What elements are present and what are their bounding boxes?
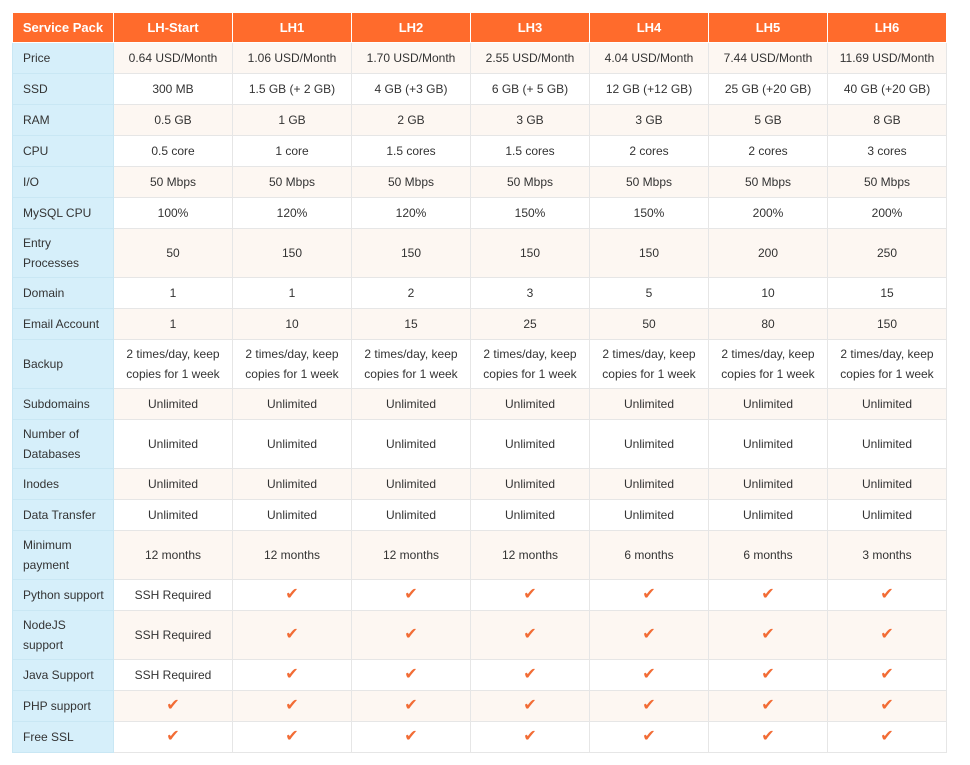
table-cell: 12 months xyxy=(352,531,471,580)
feature-check-cell xyxy=(352,611,471,660)
feature-check-cell xyxy=(590,660,709,691)
row-label: Inodes xyxy=(13,469,114,500)
checkmark-icon: ✔ xyxy=(404,586,418,603)
table-cell: 2 times/day, keep copies for 1 week xyxy=(233,340,352,389)
table-row xyxy=(13,229,947,278)
row-label: CPU xyxy=(13,136,114,167)
feature-check-cell xyxy=(828,691,947,722)
table-row xyxy=(13,691,947,722)
checkmark-icon: ✔ xyxy=(642,626,656,643)
table-cell: Unlimited xyxy=(828,420,947,469)
table-cell: 50 Mbps xyxy=(828,167,947,198)
table-row xyxy=(13,74,947,105)
table-cell: Unlimited xyxy=(233,389,352,420)
table-cell: 2 times/day, keep copies for 1 week xyxy=(828,340,947,389)
table-cell: 100% xyxy=(114,198,233,229)
table-cell: 200% xyxy=(828,198,947,229)
checkmark-icon: ✔ xyxy=(523,697,537,714)
table-cell: Unlimited xyxy=(352,469,471,500)
table-cell: Unlimited xyxy=(709,469,828,500)
table-cell: 15 xyxy=(828,278,947,309)
feature-check-cell xyxy=(828,580,947,611)
table-cell: 3 GB xyxy=(471,105,590,136)
checkmark-icon: ✔ xyxy=(761,728,775,745)
table-cell: Unlimited xyxy=(590,389,709,420)
checkmark-icon: ✔ xyxy=(880,626,894,643)
table-cell: Unlimited xyxy=(114,389,233,420)
pricing-table xyxy=(12,12,947,753)
table-cell: 150 xyxy=(471,229,590,278)
table-cell: Unlimited xyxy=(471,500,590,531)
table-cell: Unlimited xyxy=(709,389,828,420)
checkmark-icon: ✔ xyxy=(642,666,656,683)
table-cell: 15 xyxy=(352,309,471,340)
table-cell: 0.64 USD/Month xyxy=(114,43,233,74)
checkmark-icon: ✔ xyxy=(642,586,656,603)
row-label: I/O xyxy=(13,167,114,198)
feature-check-cell xyxy=(114,691,233,722)
table-cell: 150% xyxy=(590,198,709,229)
table-cell: 0.5 GB xyxy=(114,105,233,136)
table-cell: Unlimited xyxy=(590,500,709,531)
checkmark-icon: ✔ xyxy=(523,586,537,603)
row-label: Price xyxy=(13,43,114,74)
feature-check-cell xyxy=(471,580,590,611)
table-cell: 2 GB xyxy=(352,105,471,136)
row-label: Java Support xyxy=(13,660,114,691)
table-cell: 2 xyxy=(352,278,471,309)
checkmark-icon: ✔ xyxy=(880,666,894,683)
table-cell: 1.70 USD/Month xyxy=(352,43,471,74)
feature-check-cell xyxy=(828,611,947,660)
plan-header: LH2 xyxy=(352,13,471,43)
table-cell: 3 xyxy=(471,278,590,309)
table-cell: Unlimited xyxy=(352,500,471,531)
checkmark-icon: ✔ xyxy=(761,697,775,714)
row-label: Backup xyxy=(13,340,114,389)
checkmark-icon: ✔ xyxy=(523,626,537,643)
plan-header: LH1 xyxy=(233,13,352,43)
table-cell: 200% xyxy=(709,198,828,229)
feature-check-cell xyxy=(709,660,828,691)
table-cell: 1.5 GB (+ 2 GB) xyxy=(233,74,352,105)
table-cell: 3 months xyxy=(828,531,947,580)
table-cell: 1 GB xyxy=(233,105,352,136)
row-label: NodeJS support xyxy=(13,611,114,660)
table-cell: Unlimited xyxy=(828,389,947,420)
row-label: RAM xyxy=(13,105,114,136)
table-cell: 150 xyxy=(590,229,709,278)
table-cell: 1 core xyxy=(233,136,352,167)
plan-header: LH-Start xyxy=(114,13,233,43)
table-cell: 1.06 USD/Month xyxy=(233,43,352,74)
checkmark-icon: ✔ xyxy=(285,728,299,745)
table-cell: 120% xyxy=(352,198,471,229)
plan-header: LH4 xyxy=(590,13,709,43)
table-cell: 300 MB xyxy=(114,74,233,105)
row-label: Data Transfer xyxy=(13,500,114,531)
table-cell: Unlimited xyxy=(828,469,947,500)
header-corner: Service Pack xyxy=(13,13,114,43)
table-cell: 2 times/day, keep copies for 1 week xyxy=(114,340,233,389)
table-cell: 6 months xyxy=(709,531,828,580)
table-row xyxy=(13,580,947,611)
table-cell: 1.5 cores xyxy=(352,136,471,167)
table-cell: Unlimited xyxy=(233,500,352,531)
table-cell: 2 times/day, keep copies for 1 week xyxy=(471,340,590,389)
table-cell: Unlimited xyxy=(352,420,471,469)
feature-check-cell xyxy=(471,660,590,691)
table-header-row xyxy=(13,13,947,43)
table-cell: 1 xyxy=(114,278,233,309)
table-cell: 250 xyxy=(828,229,947,278)
table-cell: 12 months xyxy=(114,531,233,580)
row-label: Minimum payment xyxy=(13,531,114,580)
row-label: Python support xyxy=(13,580,114,611)
table-cell: 12 months xyxy=(471,531,590,580)
checkmark-icon: ✔ xyxy=(166,728,180,745)
feature-check-cell xyxy=(709,722,828,753)
feature-check-cell xyxy=(471,691,590,722)
table-cell: 50 Mbps xyxy=(233,167,352,198)
checkmark-icon: ✔ xyxy=(285,666,299,683)
feature-check-cell xyxy=(590,611,709,660)
row-label: Entry Processes xyxy=(13,229,114,278)
table-cell: 150 xyxy=(233,229,352,278)
row-label: PHP support xyxy=(13,691,114,722)
table-cell: Unlimited xyxy=(709,420,828,469)
table-cell: 50 xyxy=(114,229,233,278)
table-cell: Unlimited xyxy=(114,500,233,531)
table-row xyxy=(13,660,947,691)
table-cell: 40 GB (+20 GB) xyxy=(828,74,947,105)
table-cell: 50 Mbps xyxy=(709,167,828,198)
table-row xyxy=(13,611,947,660)
row-label: Domain xyxy=(13,278,114,309)
plan-header: LH5 xyxy=(709,13,828,43)
feature-check-cell xyxy=(828,660,947,691)
table-cell: Unlimited xyxy=(471,420,590,469)
feature-check-cell xyxy=(709,611,828,660)
feature-check-cell xyxy=(352,691,471,722)
row-label: Number of Databases xyxy=(13,420,114,469)
table-cell: 2.55 USD/Month xyxy=(471,43,590,74)
table-cell: 1 xyxy=(114,309,233,340)
table-cell: 11.69 USD/Month xyxy=(828,43,947,74)
table-cell: 12 months xyxy=(233,531,352,580)
table-cell: 2 cores xyxy=(590,136,709,167)
table-cell: 3 GB xyxy=(590,105,709,136)
table-cell: 150% xyxy=(471,198,590,229)
table-row xyxy=(13,198,947,229)
table-cell: Unlimited xyxy=(590,469,709,500)
table-cell: Unlimited xyxy=(828,500,947,531)
table-cell: Unlimited xyxy=(471,469,590,500)
table-cell: 5 GB xyxy=(709,105,828,136)
feature-check-cell xyxy=(471,611,590,660)
row-label: Subdomains xyxy=(13,389,114,420)
table-cell: Unlimited xyxy=(352,389,471,420)
feature-check-cell xyxy=(352,722,471,753)
feature-check-cell xyxy=(709,691,828,722)
table-row xyxy=(13,389,947,420)
checkmark-icon: ✔ xyxy=(404,666,418,683)
table-cell: 6 months xyxy=(590,531,709,580)
checkmark-icon: ✔ xyxy=(642,728,656,745)
checkmark-icon: ✔ xyxy=(761,666,775,683)
table-cell: 25 GB (+20 GB) xyxy=(709,74,828,105)
checkmark-icon: ✔ xyxy=(285,586,299,603)
table-cell: 80 xyxy=(709,309,828,340)
feature-check-cell xyxy=(828,722,947,753)
table-cell: 25 xyxy=(471,309,590,340)
feature-check-cell xyxy=(590,722,709,753)
table-cell: 2 times/day, keep copies for 1 week xyxy=(352,340,471,389)
table-cell: 7.44 USD/Month xyxy=(709,43,828,74)
table-cell: Unlimited xyxy=(709,500,828,531)
feature-check-cell xyxy=(709,580,828,611)
table-cell: 50 Mbps xyxy=(471,167,590,198)
table-cell: 50 Mbps xyxy=(352,167,471,198)
table-cell: 10 xyxy=(709,278,828,309)
table-cell: 2 cores xyxy=(709,136,828,167)
table-cell: 0.5 core xyxy=(114,136,233,167)
table-cell: SSH Required xyxy=(114,580,233,611)
table-cell: 4 GB (+3 GB) xyxy=(352,74,471,105)
checkmark-icon: ✔ xyxy=(523,666,537,683)
table-cell: 2 times/day, keep copies for 1 week xyxy=(590,340,709,389)
table-row xyxy=(13,500,947,531)
table-cell: 1.5 cores xyxy=(471,136,590,167)
row-label: SSD xyxy=(13,74,114,105)
table-cell: Unlimited xyxy=(114,420,233,469)
feature-check-cell xyxy=(233,580,352,611)
table-cell: 8 GB xyxy=(828,105,947,136)
table-body xyxy=(13,43,947,753)
row-label: MySQL CPU xyxy=(13,198,114,229)
checkmark-icon: ✔ xyxy=(166,697,180,714)
table-cell: SSH Required xyxy=(114,660,233,691)
table-row xyxy=(13,420,947,469)
feature-check-cell xyxy=(590,580,709,611)
table-cell: 150 xyxy=(352,229,471,278)
checkmark-icon: ✔ xyxy=(761,586,775,603)
feature-check-cell xyxy=(352,660,471,691)
feature-check-cell xyxy=(233,722,352,753)
table-cell: 120% xyxy=(233,198,352,229)
table-cell: Unlimited xyxy=(471,389,590,420)
table-cell: Unlimited xyxy=(590,420,709,469)
checkmark-icon: ✔ xyxy=(285,697,299,714)
checkmark-icon: ✔ xyxy=(761,626,775,643)
table-cell: 50 Mbps xyxy=(114,167,233,198)
table-cell: 6 GB (+ 5 GB) xyxy=(471,74,590,105)
table-row xyxy=(13,167,947,198)
table-cell: 150 xyxy=(828,309,947,340)
checkmark-icon: ✔ xyxy=(285,626,299,643)
table-row xyxy=(13,722,947,753)
checkmark-icon: ✔ xyxy=(880,728,894,745)
checkmark-icon: ✔ xyxy=(523,728,537,745)
feature-check-cell xyxy=(233,611,352,660)
table-cell: 12 GB (+12 GB) xyxy=(590,74,709,105)
table-cell: 50 Mbps xyxy=(590,167,709,198)
feature-check-cell xyxy=(233,660,352,691)
checkmark-icon: ✔ xyxy=(404,626,418,643)
checkmark-icon: ✔ xyxy=(880,586,894,603)
table-cell: Unlimited xyxy=(114,469,233,500)
table-cell: 1 xyxy=(233,278,352,309)
table-cell: SSH Required xyxy=(114,611,233,660)
checkmark-icon: ✔ xyxy=(642,697,656,714)
feature-check-cell xyxy=(471,722,590,753)
plan-header: LH6 xyxy=(828,13,947,43)
row-label: Email Account xyxy=(13,309,114,340)
table-cell: 4.04 USD/Month xyxy=(590,43,709,74)
table-row xyxy=(13,43,947,74)
table-cell: 50 xyxy=(590,309,709,340)
checkmark-icon: ✔ xyxy=(880,697,894,714)
table-row xyxy=(13,469,947,500)
feature-check-cell xyxy=(352,580,471,611)
row-label: Free SSL xyxy=(13,722,114,753)
plan-header: LH3 xyxy=(471,13,590,43)
table-cell: Unlimited xyxy=(233,469,352,500)
table-cell: 200 xyxy=(709,229,828,278)
table-row xyxy=(13,340,947,389)
table-row xyxy=(13,136,947,167)
table-row xyxy=(13,105,947,136)
table-row xyxy=(13,531,947,580)
table-cell: Unlimited xyxy=(233,420,352,469)
table-row xyxy=(13,278,947,309)
feature-check-cell xyxy=(590,691,709,722)
table-cell: 5 xyxy=(590,278,709,309)
checkmark-icon: ✔ xyxy=(404,697,418,714)
table-row xyxy=(13,309,947,340)
table-cell: 3 cores xyxy=(828,136,947,167)
feature-check-cell xyxy=(233,691,352,722)
table-cell: 2 times/day, keep copies for 1 week xyxy=(709,340,828,389)
table-cell: 10 xyxy=(233,309,352,340)
feature-check-cell xyxy=(114,722,233,753)
checkmark-icon: ✔ xyxy=(404,728,418,745)
